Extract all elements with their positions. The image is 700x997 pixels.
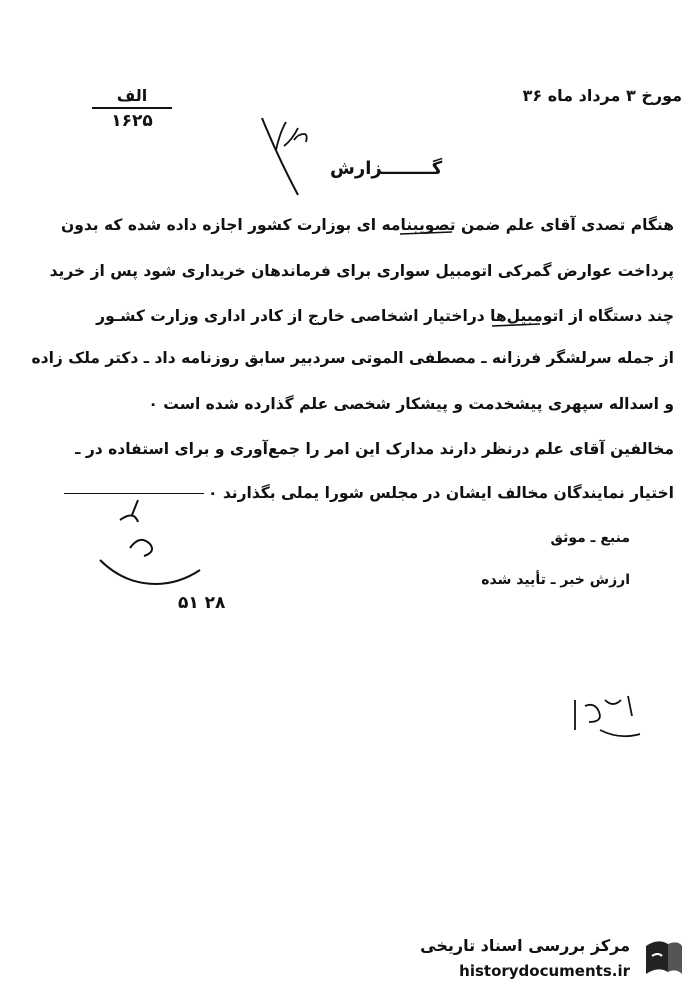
handwritten-note-bottom	[575, 696, 640, 736]
source-rating: منبع ـ موثق	[550, 530, 630, 546]
reference-divider	[92, 107, 172, 109]
reference-series: الف	[116, 86, 148, 105]
logo-url: historydocuments.ir	[459, 962, 630, 980]
body-line-6: مخالفین آقای علم درنظر دارند مدارک این امر را جمع‌آوری و برای استفاده در ـ	[75, 440, 674, 458]
body-line-3: چند دستگاه از اتومبیل‌ها دراختیار اشخاصی خارج از کادر اداری وزارت کشـور	[96, 307, 674, 325]
report-title: گــــــــزارش	[330, 158, 443, 179]
document-date: مورخ ۳ مرداد ماه ۳۶	[522, 86, 682, 105]
information-value: ارزش خبر ـ تأیید شده	[481, 572, 630, 588]
fill-line	[64, 493, 204, 494]
archive-logo	[412, 930, 692, 990]
handwritten-numbers: ۵۱ ۲۸	[178, 593, 226, 613]
body-line-5: و اسداله سپهری پیشخدمت و پیشکار شخصی علم گذارده شده است ۰	[148, 395, 674, 413]
archive-emblem-icon	[638, 934, 688, 984]
body-line-7	[34, 484, 674, 502]
body-line-4: از جمله سرلشگر فرزانه ـ مصطفی الموتی سردبیر سابق روزنامه داد ـ دکتر ملک زاده	[31, 349, 674, 367]
logo-name: مرکز بررسی اسناد تاریخی	[420, 936, 630, 955]
handwritten-note-top	[276, 122, 307, 150]
signature-mark	[100, 500, 200, 584]
handwritten-slash	[262, 118, 298, 195]
document-reference	[92, 86, 172, 131]
body-line-1: هنگام تصدی آقای علم ضمن تصویبنامه ای بوزارت کشور اجازه داده شده که بدون	[60, 216, 674, 234]
reference-number: ۱۶۲۵	[111, 111, 153, 131]
body-line-2: پرداخت عوارض گمرکی اتومبیل سواری برای فرماندهان خریداری شود پس از خرید	[49, 262, 674, 280]
body-line-7-text: اختیار نمایندگان مخالف ایشان در مجلس شورا یملی بگذارند ۰	[207, 484, 674, 502]
